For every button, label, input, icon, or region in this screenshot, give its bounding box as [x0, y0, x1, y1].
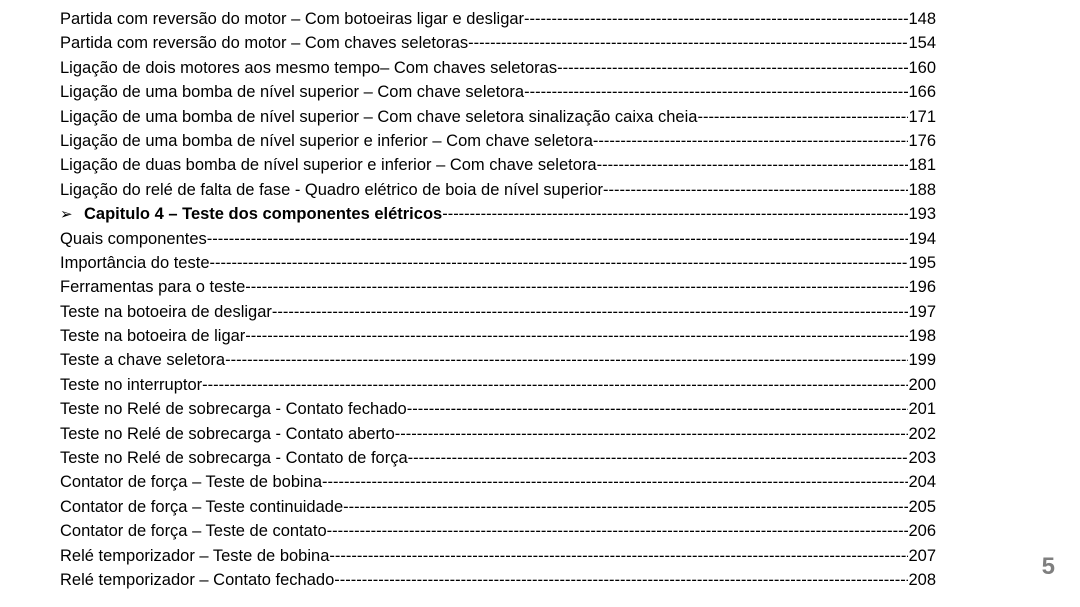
toc-entry-15 [60, 373, 936, 397]
toc-dot-leader [468, 31, 908, 55]
toc-entry-title: Teste no Relé de sobrecarga - Contato fechado [60, 400, 407, 419]
toc-entry-page: 200 [908, 375, 936, 394]
toc-dot-leader [524, 80, 908, 104]
toc-entry-page: 166 [908, 83, 936, 102]
toc-dot-leader [593, 129, 909, 153]
toc-dot-leader [210, 251, 909, 275]
toc-dot-leader [322, 470, 908, 494]
toc-entry-title: Ligação de uma bomba de nível superior – Com chave seletora [60, 83, 525, 102]
toc-entry-page: 206 [908, 522, 936, 541]
toc-dot-leader [245, 275, 908, 299]
toc-entry-23 [60, 568, 936, 592]
toc-entry-title: Teste a chave seletora [60, 351, 226, 370]
toc-dot-leader [343, 495, 908, 519]
toc-entry-1 [60, 31, 936, 55]
toc-entry-22 [60, 544, 936, 568]
toc-dot-leader [395, 422, 909, 446]
toc-entry-title: Quais componentes [60, 229, 207, 248]
toc-dot-leader [207, 227, 909, 251]
toc-entry-title: Relé temporizador – Contato fechado [60, 570, 335, 589]
toc-dot-leader [202, 373, 908, 397]
toc-entry-page: 201 [908, 400, 936, 419]
toc-entry-page: 202 [908, 424, 936, 443]
toc-entry-page: 196 [908, 278, 936, 297]
toc-entry-3 [60, 80, 936, 104]
toc-entry-title: Partida com reversão do motor – Com botoeiras ligar e desligar [60, 10, 525, 28]
toc-entry-page: 208 [908, 570, 936, 589]
toc-entry-page: 197 [908, 302, 936, 321]
toc-dot-leader [329, 544, 908, 568]
toc-entry-page: 181 [908, 156, 936, 175]
toc-entry-page: 204 [908, 473, 936, 492]
table-of-contents [60, 7, 936, 592]
toc-dot-leader [697, 105, 908, 129]
toc-entry-6 [60, 153, 936, 177]
toc-entry-page: 188 [908, 180, 936, 199]
toc-entry-page: 171 [908, 107, 936, 126]
toc-entry-title: Teste no Relé de sobrecarga - Contato de força [60, 449, 408, 468]
toc-entry-title: Ligação de dois motores aos mesmo tempo– Com chaves seletoras [60, 58, 558, 77]
toc-entry-title: Capitulo 4 – Teste dos componentes elétricos [84, 205, 443, 224]
toc-dot-leader [225, 348, 908, 372]
toc-dot-leader [557, 56, 908, 80]
toc-entry-page: 195 [908, 253, 936, 272]
toc-dot-leader [272, 300, 909, 324]
toc-entry-page: 160 [908, 58, 936, 77]
toc-entry-7 [60, 178, 936, 202]
toc-entry-title: Ligação de duas bomba de nível superior e inferior – Com chave seletora [60, 156, 597, 175]
toc-entry-16 [60, 397, 936, 421]
toc-entry-21 [60, 519, 936, 543]
toc-entry-title: Relé temporizador – Teste de bobina [60, 546, 330, 565]
toc-entry-title: Teste na botoeira de desligar [60, 302, 272, 321]
toc-dot-leader [524, 7, 908, 31]
toc-dot-leader [407, 397, 909, 421]
toc-entry-title: Teste na botoeira de ligar [60, 327, 246, 346]
toc-entry-page: 148 [908, 10, 936, 28]
toc-entry-11 [60, 275, 936, 299]
toc-entry-title: Contator de força – Teste de bobina [60, 473, 323, 492]
toc-entry-page: 198 [908, 327, 936, 346]
toc-entry-title: Teste no Relé de sobrecarga - Contato aberto [60, 424, 395, 443]
toc-dot-leader [245, 324, 908, 348]
toc-entry-19 [60, 470, 936, 494]
toc-entry-9 [60, 227, 936, 251]
toc-entry-0 [60, 7, 936, 31]
toc-entry-title: Ligação de uma bomba de nível superior e inferior – Com chave seletora [60, 131, 593, 150]
toc-dot-leader [327, 519, 909, 543]
arrow-bullet-icon: ➢ [60, 206, 73, 224]
toc-dot-leader [442, 202, 908, 226]
toc-entry-title: Importância do teste [60, 253, 210, 272]
toc-entry-page: 205 [908, 497, 936, 516]
toc-dot-leader [334, 568, 908, 592]
toc-entry-17 [60, 422, 936, 446]
toc-entry-page: 199 [908, 351, 936, 370]
toc-dot-leader [408, 446, 909, 470]
toc-entry-10 [60, 251, 936, 275]
toc-chapter-heading [60, 202, 936, 226]
toc-entry-page: 194 [908, 229, 936, 248]
toc-entry-page: 193 [908, 205, 936, 224]
toc-entry-title: Ligação de uma bomba de nível superior – Com chave seletora sinalização caixa cheia [60, 107, 698, 126]
toc-entry-13 [60, 324, 936, 348]
toc-entry-4 [60, 105, 936, 129]
toc-dot-leader [603, 178, 908, 202]
toc-entry-18 [60, 446, 936, 470]
toc-entry-title: Partida com reversão do motor – Com chaves seletoras [60, 34, 469, 53]
toc-entry-page: 203 [908, 449, 936, 468]
toc-entry-14 [60, 348, 936, 372]
toc-entry-title: Contator de força – Teste continuidade [60, 497, 344, 516]
toc-entry-2 [60, 56, 936, 80]
slide-number: 5 [1041, 553, 1055, 580]
toc-entry-12 [60, 300, 936, 324]
toc-dot-leader [597, 153, 909, 177]
toc-entry-page: 207 [908, 546, 936, 565]
toc-entry-title: Ligação do relé de falta de fase - Quadro elétrico de boia de nível superior [60, 180, 604, 199]
toc-entry-page: 154 [908, 34, 936, 53]
toc-entry-page: 176 [908, 131, 936, 150]
toc-entry-5 [60, 129, 936, 153]
toc-entry-title: Contator de força – Teste de contato [60, 522, 327, 541]
toc-entry-title: Teste no interruptor [60, 375, 203, 394]
toc-entry-title: Ferramentas para o teste [60, 278, 246, 297]
toc-entry-20 [60, 495, 936, 519]
